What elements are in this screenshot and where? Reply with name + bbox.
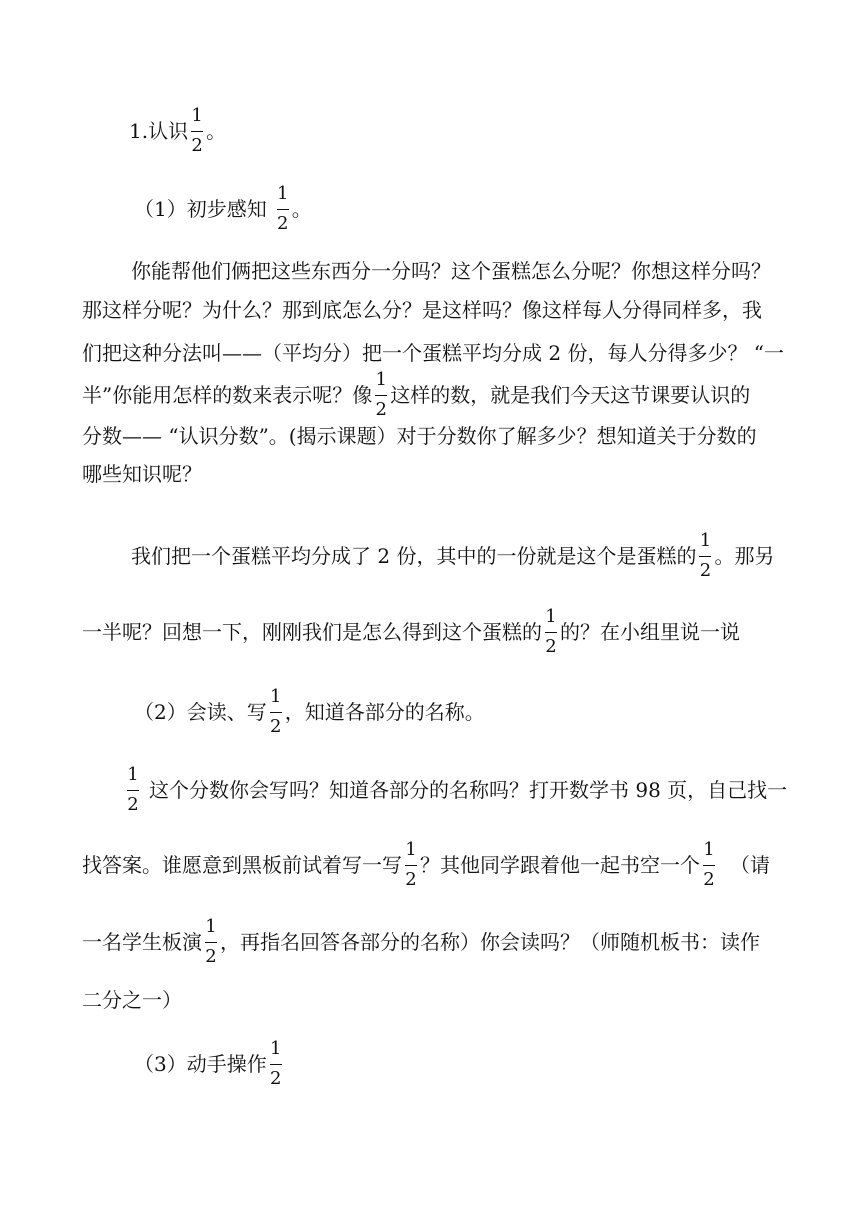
subsection-1-prefix: （1）初步感知 [134, 197, 267, 221]
paragraph-3-line-2-part-a: 找答案。谁愿意到黑板前试着写一写 [82, 853, 402, 877]
fraction-numerator: 1 [545, 605, 557, 627]
fraction-one-half [375, 368, 387, 420]
fraction-denominator: 2 [127, 793, 139, 815]
fraction-numerator: 1 [127, 763, 139, 785]
paragraph-3-line-2-part-b: ？其他同学跟着他一起书空一个 [420, 853, 700, 877]
fraction-bar [270, 712, 282, 713]
subsection-2-prefix: （2）会读、写 [134, 700, 267, 724]
paragraph-2-line-1-part-b: 。那另 [714, 544, 775, 568]
subsection-3-title [134, 1037, 285, 1089]
heading-suffix: 。 [206, 119, 227, 143]
fraction-denominator: 2 [277, 212, 289, 234]
fraction-one-half [127, 763, 139, 815]
subsection-1-suffix: 。 [291, 197, 312, 221]
fraction-bar [703, 865, 715, 866]
paragraph-2-line-2-part-b: 的？在小组里说一说 [560, 620, 740, 644]
fraction-bar [375, 395, 387, 396]
fraction-numerator: 1 [405, 838, 417, 860]
fraction-denominator: 2 [699, 559, 712, 581]
fraction-bar [270, 1064, 282, 1065]
paragraph-3-line-3 [82, 915, 760, 967]
paragraph-3-line-1-text: 这个分数你会写吗？知道各部分的名称吗？打开数学书 98 页，自己找一 [149, 778, 788, 802]
paragraph-3-line-2 [82, 838, 770, 890]
fraction-denominator: 2 [205, 945, 217, 967]
paragraph-1-line-6: 哪些知识呢？ [82, 462, 202, 486]
fraction-bar [127, 790, 139, 791]
fraction-numerator: 1 [270, 685, 282, 707]
fraction-denominator: 2 [703, 868, 715, 890]
paragraph-1-line-4-part-b: 这样的数，就是我们今天这节课要认识的 [390, 383, 751, 407]
fraction-one-half [405, 838, 417, 890]
paragraph-1-line-4 [82, 368, 751, 420]
fraction-numerator: 1 [191, 104, 203, 126]
paragraph-1-line-4-part-a: 半”你能用怎样的数来表示呢？像 [82, 383, 373, 407]
paragraph-1-line-5: 分数—— “认识分数”。(揭示课题）对于分数你了解多少？想知道关于分数的 [82, 424, 757, 448]
heading-prefix: 1.认识 [129, 119, 189, 143]
fraction-bar [405, 865, 417, 866]
fraction-bar [277, 209, 289, 210]
fraction-denominator: 2 [405, 868, 417, 890]
fraction-bar [205, 942, 217, 943]
fraction-numerator: 1 [375, 368, 387, 390]
paragraph-2-line-1-part-a: 我们把一个蛋糕平均分成了 2 份，其中的一份就是这个是蛋糕的 [131, 544, 697, 568]
subsection-2-suffix: ，知道各部分的名称。 [284, 700, 485, 724]
paragraph-3-line-3-part-a: 一名学生板演 [82, 930, 202, 954]
subsection-3-prefix: （3）动手操作 [134, 1052, 267, 1076]
fraction-denominator: 2 [191, 134, 203, 156]
paragraph-3-line-2-part-c: （请 [730, 853, 770, 877]
fraction-one-half [545, 605, 557, 657]
fraction-one-half [277, 182, 289, 234]
paragraph-2-line-2-part-a: 一半呢？回想一下，刚刚我们是怎么得到这个蛋糕的 [82, 620, 542, 644]
fraction-denominator: 2 [270, 1067, 282, 1089]
fraction-denominator: 2 [270, 715, 282, 737]
paragraph-1-line-3: 们把这种分法叫——（平均分）把一个蛋糕平均分成 2 份，每人分得多少？ “一 [82, 341, 785, 365]
paragraph-3-line-1 [127, 763, 788, 815]
section-heading [129, 104, 227, 156]
paragraph-2-line-2 [82, 605, 740, 657]
fraction-bar [699, 556, 711, 557]
fraction-one-half [191, 104, 203, 156]
fraction-bar [545, 632, 557, 633]
fraction-numerator: 1 [205, 915, 217, 937]
fraction-numerator: 1 [270, 1037, 282, 1059]
fraction-one-half [703, 838, 715, 890]
subsection-1-title [134, 182, 312, 234]
fraction-one-half [270, 685, 282, 737]
fraction-bar [191, 131, 203, 132]
fraction-one-half [270, 1037, 282, 1089]
fraction-numerator: 1 [277, 182, 289, 204]
fraction-one-half [205, 915, 217, 967]
fraction-denominator: 2 [375, 398, 387, 420]
paragraph-3-line-3-part-b: ，再指名回答各部分的名称）你会读吗？（师随机板书：读作 [220, 930, 760, 954]
paragraph-1-line-2: 那这样分呢？为什么？那到底怎么分？是这样吗？像这样每人分得同样多，我 [82, 298, 762, 322]
fraction-numerator: 1 [699, 529, 712, 551]
paragraph-3-line-4: 二分之一） [82, 988, 182, 1012]
paragraph-2-line-1 [131, 529, 775, 581]
fraction-numerator: 1 [703, 838, 715, 860]
paragraph-1-line-1: 你能帮他们俩把这些东西分一分吗？这个蛋糕怎么分呢？你想这样分吗？ [131, 259, 771, 283]
fraction-one-half [699, 529, 712, 581]
fraction-denominator: 2 [545, 635, 557, 657]
subsection-2-title [134, 685, 485, 737]
